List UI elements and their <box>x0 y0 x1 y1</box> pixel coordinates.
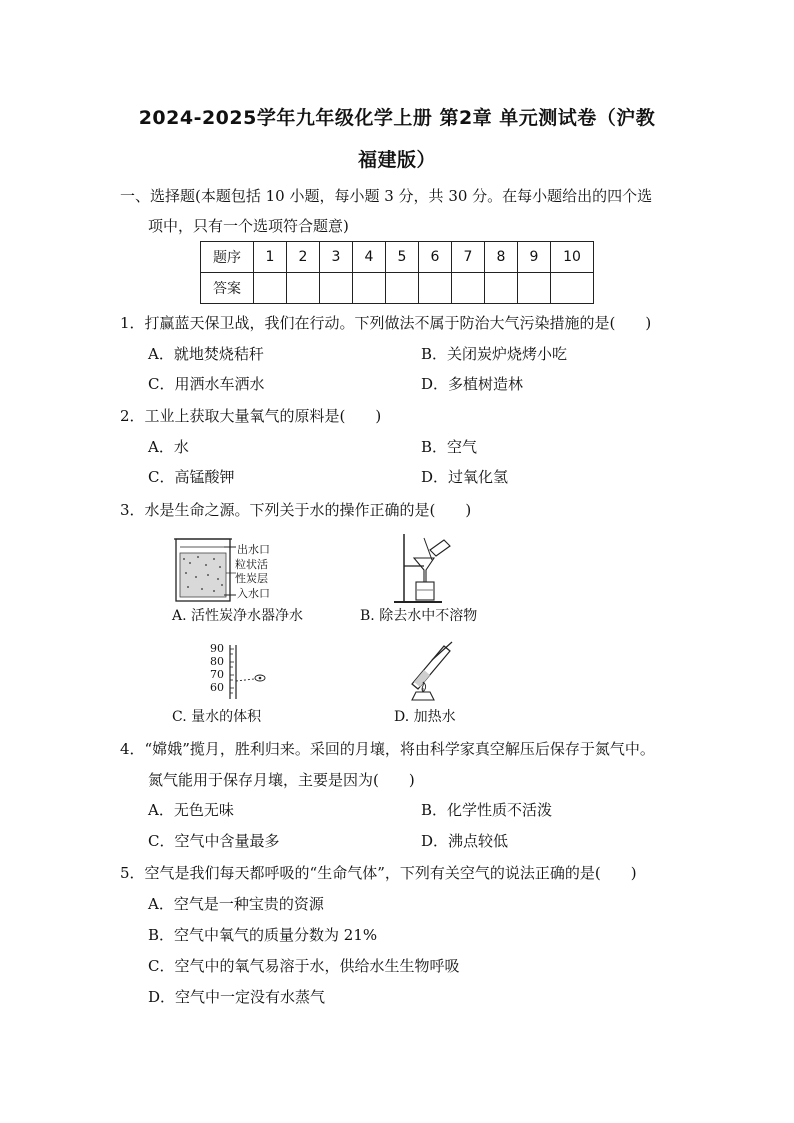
figure-a-label-carbon-2: 性炭层 <box>235 572 268 585</box>
question-number-cell: 1 <box>254 242 287 273</box>
cylinder-tick-70: 70 <box>210 668 224 681</box>
question-number-cell: 8 <box>485 242 518 273</box>
answer-cell[interactable] <box>485 273 518 304</box>
table-header-cell: 答案 <box>201 273 254 304</box>
question-1-option-c[interactable]: C．用洒水车洒水 <box>148 375 265 393</box>
answer-table-answer-row <box>201 273 594 304</box>
figure-d-caption[interactable]: D. 加热水 <box>394 709 456 725</box>
question-number-cell: 4 <box>353 242 386 273</box>
question-5-option-a[interactable]: A．空气是一种宝贵的资源 <box>148 895 324 913</box>
answer-cell[interactable] <box>353 273 386 304</box>
activated-carbon-filter-figure[interactable] <box>168 533 288 605</box>
figure-a-caption[interactable]: A. 活性炭净水器净水 <box>172 608 304 624</box>
question-2-option-d[interactable]: D．过氧化氢 <box>421 468 509 486</box>
question-4-stem: 4．“嫦娥”揽月，胜利归来。采回的月壤，将由科学家真空解压后保存于氮气中。 <box>120 740 655 758</box>
question-4-stem-continued: 氮气能用于保存月壤，主要是因为( ) <box>148 771 415 789</box>
cylinder-tick-80: 80 <box>210 655 224 668</box>
question-4-option-a[interactable]: A．无色无味 <box>148 801 234 819</box>
filtration-figure[interactable] <box>380 530 470 608</box>
question-1-option-d[interactable]: D．多植树造林 <box>421 375 524 393</box>
question-2-option-a[interactable]: A．水 <box>148 438 189 456</box>
cylinder-tick-60: 60 <box>210 681 224 694</box>
answer-cell[interactable] <box>452 273 485 304</box>
cylinder-tick-90: 90 <box>210 642 224 655</box>
figure-a-label-outlet: 出水口 <box>237 543 270 556</box>
question-number-cell: 3 <box>320 242 353 273</box>
question-1-option-a[interactable]: A．就地焚烧秸秆 <box>148 345 264 363</box>
section-heading: 一、选择题(本题包括 10 小题，每小题 3 分，共 30 分。在每小题给出的四个选 <box>120 187 653 205</box>
answer-table-number-row <box>201 242 594 273</box>
figure-a-label-carbon-1: 粒状活 <box>235 558 268 571</box>
question-number-cell: 9 <box>518 242 551 273</box>
answer-cell[interactable] <box>419 273 452 304</box>
question-4-option-c[interactable]: C．空气中含量最多 <box>148 832 280 850</box>
question-5-option-c[interactable]: C．空气中的氧气易溶于水，供给水生生物呼吸 <box>148 957 460 975</box>
section-heading-continued: 项中，只有一个选项符合题意) <box>148 217 349 235</box>
question-number-cell: 5 <box>386 242 419 273</box>
answer-cell[interactable] <box>518 273 551 304</box>
answer-cell[interactable] <box>254 273 287 304</box>
question-5-option-d[interactable]: D．空气中一定没有水蒸气 <box>148 988 326 1006</box>
question-2-option-c[interactable]: C．高锰酸钾 <box>148 468 235 486</box>
answer-table <box>200 241 594 304</box>
question-5-option-b[interactable]: B．空气中氧气的质量分数为 21% <box>148 926 378 944</box>
figure-b-caption[interactable]: B. 除去水中不溶物 <box>360 608 478 624</box>
heating-test-tube-figure[interactable] <box>394 638 466 704</box>
page-title: 2024-2025学年九年级化学上册 第2章 单元测试卷（沪教 <box>138 107 656 129</box>
page-title-continued: 福建版） <box>357 149 436 171</box>
question-4-option-b[interactable]: B．化学性质不活泼 <box>421 801 553 819</box>
answer-cell[interactable] <box>287 273 320 304</box>
question-1-option-b[interactable]: B．关闭炭炉烧烤小吃 <box>421 345 568 363</box>
question-2-option-b[interactable]: B．空气 <box>421 438 478 456</box>
answer-cell[interactable] <box>386 273 419 304</box>
figure-a-label-inlet: 入水口 <box>237 587 270 600</box>
table-header-cell: 题序 <box>201 242 254 273</box>
question-2-stem: 2．工业上获取大量氧气的原料是( ) <box>120 407 382 425</box>
question-4-option-d[interactable]: D．沸点较低 <box>421 832 509 850</box>
question-1-stem: 1．打赢蓝天保卫战，我们在行动。下列做法不属于防治大气污染措施的是( ) <box>120 314 652 332</box>
question-5-stem: 5．空气是我们每天都呼吸的“生命气体”，下列有关空气的说法正确的是( ) <box>120 864 637 882</box>
question-number-cell: 6 <box>419 242 452 273</box>
question-number-cell: 7 <box>452 242 485 273</box>
question-number-cell: 2 <box>287 242 320 273</box>
answer-cell[interactable] <box>551 273 594 304</box>
answer-cell[interactable] <box>320 273 353 304</box>
question-3-stem: 3．水是生命之源。下列关于水的操作正确的是( ) <box>120 501 472 519</box>
question-number-cell: 10 <box>551 242 594 273</box>
figure-c-caption[interactable]: C. 量水的体积 <box>172 709 262 725</box>
